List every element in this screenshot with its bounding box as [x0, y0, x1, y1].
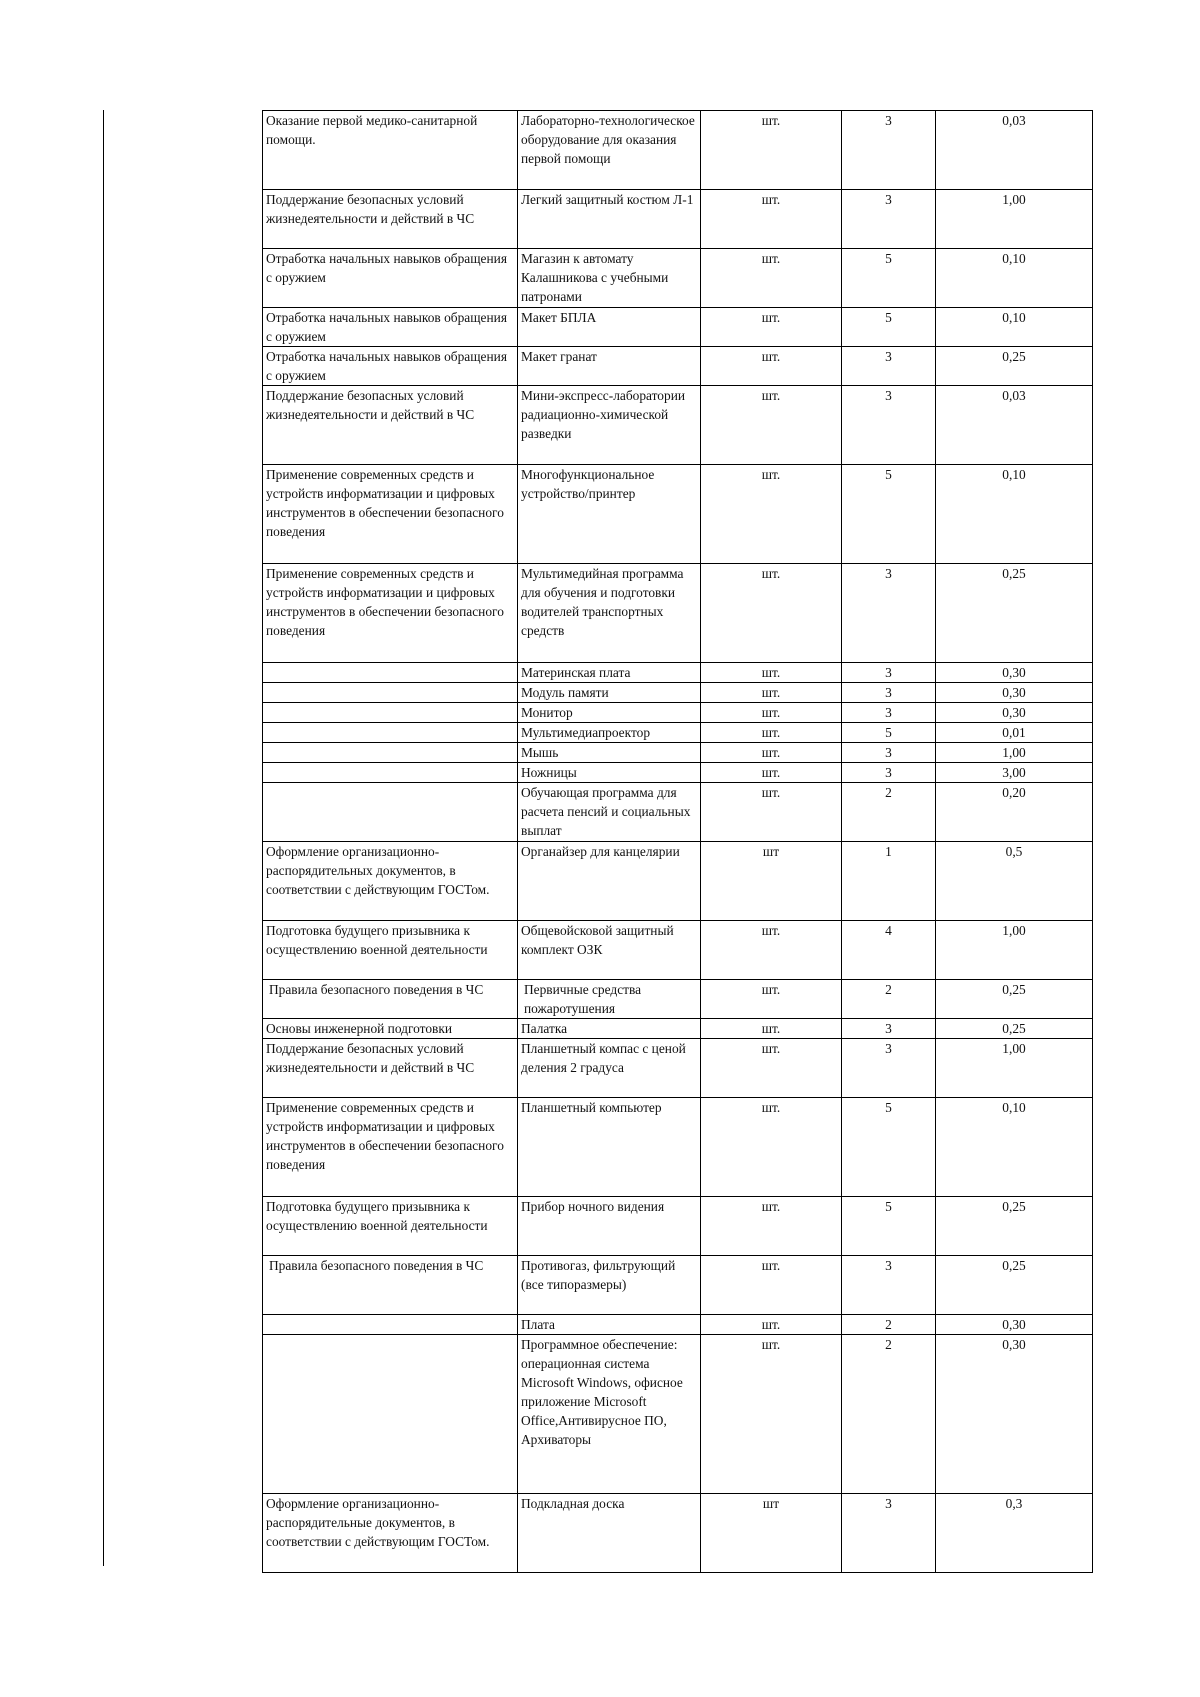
item-cell: Материнская плата [518, 663, 701, 683]
qty-cell: 5 [842, 465, 936, 564]
qty-cell: 1 [842, 842, 936, 921]
unit-cell: шт. [701, 1019, 842, 1039]
unit-cell: шт. [701, 386, 842, 465]
topic-cell: Поддержание безопасных условий жизнедеятельности и действий в ЧС [263, 1039, 518, 1098]
unit-cell: шт. [701, 1039, 842, 1098]
item-cell: Плата [518, 1315, 701, 1335]
item-cell: Магазин к автомату Калашникова с учебными патронами [518, 249, 701, 308]
coef-cell: 0,30 [936, 1315, 1093, 1335]
unit-cell: шт. [701, 1098, 842, 1197]
topic-cell [263, 1315, 518, 1335]
unit-cell: шт. [701, 1335, 842, 1494]
table-row [263, 1039, 1093, 1098]
unit-cell: шт. [701, 683, 842, 703]
item-cell: Макет гранат [518, 347, 701, 386]
table-row [263, 249, 1093, 308]
unit-cell: шт. [701, 663, 842, 683]
coef-cell: 0,25 [936, 564, 1093, 663]
table-row [263, 1335, 1093, 1494]
coef-cell: 0,20 [936, 783, 1093, 842]
unit-cell: шт. [701, 465, 842, 564]
item-cell: Легкий защитный костюм Л-1 [518, 190, 701, 249]
topic-cell [263, 723, 518, 743]
item-cell: Мультимедиапроектор [518, 723, 701, 743]
topic-cell [263, 763, 518, 783]
item-cell: Монитор [518, 703, 701, 723]
table-row [263, 980, 1093, 1019]
item-cell: Обучающая программа для расчета пенсий и социальных выплат [518, 783, 701, 842]
topic-cell: Применение современных средств и устройств информатизации и цифровых инструментов в обеспечении безопасного поведения [263, 465, 518, 564]
topic-cell: Отработка начальных навыков обращения с оружием [263, 308, 518, 347]
qty-cell: 4 [842, 921, 936, 980]
table-row [263, 842, 1093, 921]
unit-cell: шт. [701, 347, 842, 386]
topic-cell: Оформление организационно-распорядительные документов, в соответствии с действующим ГОСТом. [263, 1494, 518, 1573]
table-row [263, 308, 1093, 347]
qty-cell: 3 [842, 703, 936, 723]
topic-cell: Применение современных средств и устройств информатизации и цифровых инструментов в обеспечении безопасного поведения [263, 1098, 518, 1197]
coef-cell: 0,10 [936, 1098, 1093, 1197]
table-row [263, 1494, 1093, 1573]
table-row [263, 564, 1093, 663]
coef-cell: 0,01 [936, 723, 1093, 743]
item-cell: Планшетный компас с ценой деления 2 градуса [518, 1039, 701, 1098]
coef-cell: 3,00 [936, 763, 1093, 783]
qty-cell: 2 [842, 980, 936, 1019]
coef-cell: 1,00 [936, 743, 1093, 763]
topic-cell: Отработка начальных навыков обращения с оружием [263, 347, 518, 386]
unit-cell: шт. [701, 249, 842, 308]
unit-cell: шт. [701, 308, 842, 347]
unit-cell: шт. [701, 1315, 842, 1335]
coef-cell: 0,3 [936, 1494, 1093, 1573]
qty-cell: 5 [842, 308, 936, 347]
item-cell: Макет БПЛА [518, 308, 701, 347]
unit-cell: шт. [701, 723, 842, 743]
topic-cell: Применение современных средств и устройств информатизации и цифровых инструментов в обеспечении безопасного поведения [263, 564, 518, 663]
table-row [263, 1256, 1093, 1315]
topic-cell [263, 783, 518, 842]
coef-cell: 0,25 [936, 1256, 1093, 1315]
coef-cell: 0,30 [936, 683, 1093, 703]
qty-cell: 3 [842, 347, 936, 386]
unit-cell: шт. [701, 980, 842, 1019]
table-row [263, 1098, 1093, 1197]
item-cell: Противогаз, фильтрующий (все типоразмеры) [518, 1256, 701, 1315]
coef-cell: 0,03 [936, 386, 1093, 465]
unit-cell: шт. [701, 763, 842, 783]
qty-cell: 5 [842, 723, 936, 743]
unit-cell: шт [701, 1494, 842, 1573]
coef-cell: 1,00 [936, 190, 1093, 249]
table-row [263, 465, 1093, 564]
table-row [263, 111, 1093, 190]
unit-cell: шт. [701, 111, 842, 190]
qty-cell: 3 [842, 663, 936, 683]
table-row [263, 347, 1093, 386]
coef-cell: 0,30 [936, 703, 1093, 723]
unit-cell: шт. [701, 190, 842, 249]
item-cell: Прибор ночного видения [518, 1197, 701, 1256]
topic-cell [263, 743, 518, 763]
coef-cell: 0,03 [936, 111, 1093, 190]
coef-cell: 0,30 [936, 1335, 1093, 1494]
qty-cell: 2 [842, 783, 936, 842]
qty-cell: 2 [842, 1315, 936, 1335]
item-cell: Лабораторно-технологическое оборудование для оказания первой помощи [518, 111, 701, 190]
qty-cell: 3 [842, 1039, 936, 1098]
coef-cell: 0,25 [936, 1019, 1093, 1039]
table-row [263, 1315, 1093, 1335]
coef-cell: 0,25 [936, 980, 1093, 1019]
table-row [263, 683, 1093, 703]
topic-cell [263, 1335, 518, 1494]
item-cell: Общевойсковой защитный комплект ОЗК [518, 921, 701, 980]
item-cell: Палатка [518, 1019, 701, 1039]
qty-cell: 3 [842, 386, 936, 465]
item-cell: Мини-экспресс-лаборатории радиационно-химической разведки [518, 386, 701, 465]
table-row [263, 1019, 1093, 1039]
table-row [263, 743, 1093, 763]
coef-cell: 1,00 [936, 1039, 1093, 1098]
topic-cell: Оформление организационно-распорядительных документов, в соответствии с действующим ГОСТом. [263, 842, 518, 921]
qty-cell: 3 [842, 1019, 936, 1039]
qty-cell: 3 [842, 763, 936, 783]
topic-cell [263, 683, 518, 703]
item-cell: Подкладная доска [518, 1494, 701, 1573]
unit-cell: шт. [701, 783, 842, 842]
topic-cell: Правила безопасного поведения в ЧС [263, 1256, 518, 1315]
qty-cell: 2 [842, 1335, 936, 1494]
qty-cell: 3 [842, 111, 936, 190]
table-row [263, 663, 1093, 683]
qty-cell: 5 [842, 1197, 936, 1256]
table-row [263, 703, 1093, 723]
qty-cell: 5 [842, 249, 936, 308]
unit-cell: шт. [701, 1197, 842, 1256]
topic-cell: Отработка начальных навыков обращения с оружием [263, 249, 518, 308]
unit-cell: шт. [701, 564, 842, 663]
coef-cell: 0,25 [936, 1197, 1093, 1256]
item-cell: Первичные средства пожаротушения [518, 980, 701, 1019]
coef-cell: 0,10 [936, 249, 1093, 308]
equipment-table [262, 110, 1093, 1573]
table-row [263, 723, 1093, 743]
topic-cell: Поддержание безопасных условий жизнедеятельности и действий в ЧС [263, 190, 518, 249]
item-cell: Планшетный компьютер [518, 1098, 701, 1197]
unit-cell: шт. [701, 921, 842, 980]
table-row [263, 763, 1093, 783]
topic-cell: Основы инженерной подготовки [263, 1019, 518, 1039]
unit-cell: шт. [701, 703, 842, 723]
page-margin-line [103, 110, 104, 1566]
item-cell: Программное обеспечение: операционная система Microsoft Windows, офисное приложение Microsoft Office,Антивирусное ПО, Архиваторы [518, 1335, 701, 1494]
unit-cell: шт. [701, 743, 842, 763]
topic-cell [263, 663, 518, 683]
topic-cell: Правила безопасного поведения в ЧС [263, 980, 518, 1019]
unit-cell: шт [701, 842, 842, 921]
topic-cell: Подготовка будущего призывника к осуществлению военной деятельности [263, 921, 518, 980]
coef-cell: 1,00 [936, 921, 1093, 980]
qty-cell: 3 [842, 1494, 936, 1573]
item-cell: Многофункциональное устройство/принтер [518, 465, 701, 564]
qty-cell: 3 [842, 190, 936, 249]
coef-cell: 0,5 [936, 842, 1093, 921]
topic-cell: Поддержание безопасных условий жизнедеятельности и действий в ЧС [263, 386, 518, 465]
qty-cell: 3 [842, 743, 936, 763]
topic-cell: Подготовка будущего призывника к осуществлению военной деятельности [263, 1197, 518, 1256]
table-row [263, 783, 1093, 842]
item-cell: Мультимедийная программа для обучения и подготовки водителей транспортных средств [518, 564, 701, 663]
topic-cell: Оказание первой медико-санитарной помощи. [263, 111, 518, 190]
qty-cell: 5 [842, 1098, 936, 1197]
coef-cell: 0,10 [936, 308, 1093, 347]
item-cell: Ножницы [518, 763, 701, 783]
coef-cell: 0,25 [936, 347, 1093, 386]
topic-cell [263, 703, 518, 723]
item-cell: Модуль памяти [518, 683, 701, 703]
coef-cell: 0,10 [936, 465, 1093, 564]
qty-cell: 3 [842, 683, 936, 703]
qty-cell: 3 [842, 564, 936, 663]
table-row [263, 921, 1093, 980]
table-row [263, 1197, 1093, 1256]
table-row [263, 386, 1093, 465]
item-cell: Мышь [518, 743, 701, 763]
qty-cell: 3 [842, 1256, 936, 1315]
item-cell: Органайзер для канцелярии [518, 842, 701, 921]
coef-cell: 0,30 [936, 663, 1093, 683]
table-row [263, 190, 1093, 249]
unit-cell: шт. [701, 1256, 842, 1315]
